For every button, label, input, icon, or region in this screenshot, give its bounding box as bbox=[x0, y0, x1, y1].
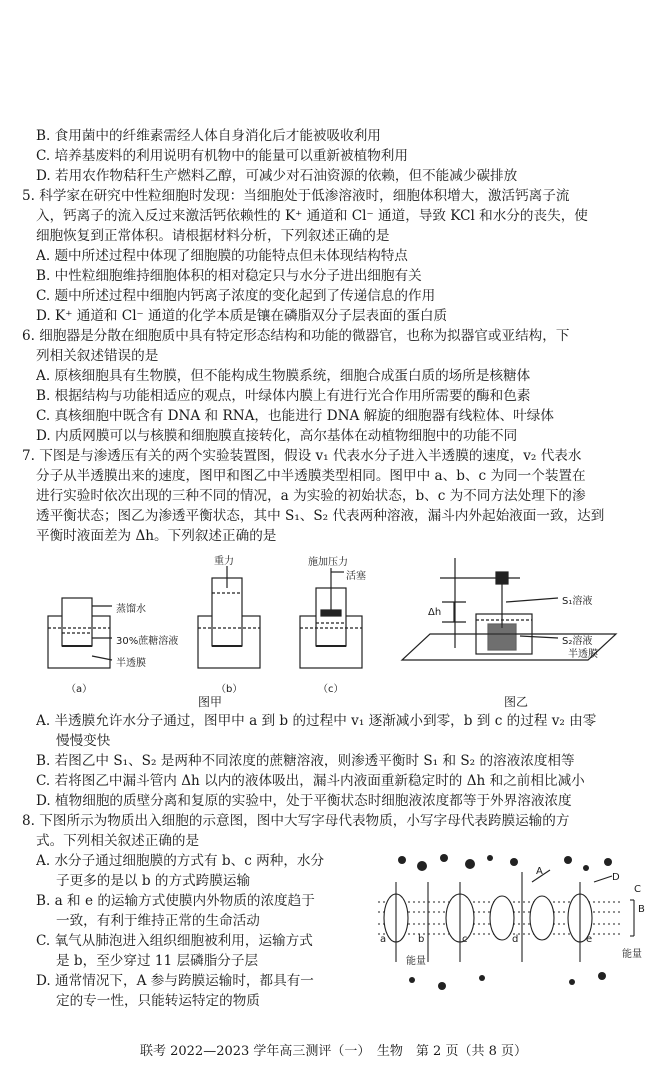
label-delta-h: Δh bbox=[428, 607, 442, 618]
label-fig-c: （c） bbox=[318, 684, 344, 695]
q7-option-b: B. 若图乙中 S₁、S₂ 是两种不同浓度的蔗糖溶液，则渗透平衡时 S₁ 和 S₂ 的溶液浓度相等 bbox=[36, 753, 575, 769]
q8-option-c-1: C. 氧气从肺泡进入组织细胞被利用，运输方式 bbox=[36, 933, 313, 949]
q8-option-a-2: 子更多的是以 b 的方式跨膜运输 bbox=[56, 873, 251, 889]
q6-option-a: A. 原核细胞具有生物膜，但不能构成生物膜系统，细胞合成蛋白质的场所是核糖体 bbox=[36, 368, 531, 384]
label-distilled-water: 蒸馏水 bbox=[116, 604, 146, 615]
q8-option-b-2: 一致，有利于维持正常的生命活动 bbox=[56, 913, 260, 929]
q5-stem-1: 5. 科学家在研究中性粒细胞时发现：当细胞处于低渗溶液时，细胞体积增大，激活钙离子流 bbox=[22, 188, 570, 204]
q7-stem-3: 进行实验时依次出现的三种不同的情况，a 为实验的初始状态，b、c 为不同方法处理下的渗 bbox=[36, 488, 586, 504]
q8-stem-2: 式。下列相关叙述正确的是 bbox=[36, 833, 200, 849]
q7-option-a-2: 慢慢变快 bbox=[56, 733, 111, 749]
q5-option-d: D. K⁺ 通道和 Cl⁻ 通道的化学本质是镶在磷脂双分子层表面的蛋白质 bbox=[36, 308, 448, 324]
label-sucrose: 30%蔗糖溶液 bbox=[116, 636, 179, 647]
q8-option-d-1: D. 通常情况下，A 参与跨膜运输时，都具有一 bbox=[36, 973, 314, 989]
label-membrane: 半透膜 bbox=[116, 658, 146, 669]
caption-yi: 图乙 bbox=[504, 695, 529, 709]
q8-option-b-1: B. a 和 e 的运输方式使膜内外物质的浓度趋于 bbox=[36, 893, 315, 909]
q5-option-b: B. 中性粒细胞维持细胞体积的相对稳定只与水分子进出细胞有关 bbox=[36, 268, 422, 284]
label-s2: S₂溶液 bbox=[562, 636, 593, 647]
fig8-label-D: D bbox=[612, 872, 620, 883]
label-s1: S₁溶液 bbox=[562, 596, 593, 607]
fig8-label-d: d bbox=[512, 934, 519, 945]
q7-stem-5: 平衡时液面差为 Δh。下列叙述正确的是 bbox=[36, 528, 277, 544]
q5-stem-2: 入，钙离子的流入反过来激活钙依赖性的 K⁺ 通道和 Cl⁻ 通道，导致 KCl 和水分的丧失，使 bbox=[36, 208, 588, 224]
q7-stem-1: 7. 下图是与渗透压有关的两个实验装置图，假设 v₁ 代表水分子进入半透膜的速度，v₂ 代表水 bbox=[22, 448, 582, 464]
label-s2-membrane: 半透膜 bbox=[568, 649, 598, 660]
q8-stem-1: 8. 下图所示为物质出入细胞的示意图，图中大写字母代表物质，小写字母代表跨膜运输的方 bbox=[22, 813, 570, 829]
fig8-label-c: c bbox=[462, 934, 468, 945]
q5-option-a: A. 题中所述过程中体现了细胞膜的功能特点但未体现结构特点 bbox=[36, 248, 408, 264]
q8-option-c-2: 是 b，至少穿过 11 层磷脂分子层 bbox=[56, 953, 259, 969]
q6-option-d: D. 内质网膜可以与核膜和细胞膜直接转化，高尔基体在动植物细胞中的功能不同 bbox=[36, 428, 518, 444]
fig8-label-a: a bbox=[380, 934, 387, 945]
page-footer: 联考 2022—2023 学年高三测评（一） 生物 第 2 页（共 8 页） bbox=[139, 1044, 527, 1059]
q6-stem-1: 6. 细胞器是分散在细胞质中具有特定形态结构和功能的微器官，也称为拟器官或亚结构，下 bbox=[22, 328, 570, 344]
q7-option-a-1: A. 半透膜允许水分子通过，图甲中 a 到 b 的过程中 v₁ 逐渐减小到零，b 到 c 的过程 v₂ 由零 bbox=[36, 713, 597, 729]
label-piston: 活塞 bbox=[346, 571, 366, 582]
q6-stem-2: 列相关叙述错误的是 bbox=[36, 348, 159, 364]
q5-stem-3: 细胞恢复到正常体积。请根据材料分析，下列叙述正确的是 bbox=[36, 228, 390, 244]
q7-option-c: C. 若将图乙中漏斗管内 Δh 以内的液体吸出，漏斗内液面重新稳定时的 Δh 和之前相比减小 bbox=[36, 773, 585, 789]
label-fig-a: （a） bbox=[66, 684, 93, 695]
q8-option-a-1: A. 水分子通过细胞膜的方式有 b、c 两种，水分 bbox=[36, 853, 325, 869]
fig8-label-A: A bbox=[536, 866, 543, 877]
line-q4-d: D. 若用农作物秸秆生产燃料乙醇，可减少对石油资源的依赖，但不能减少碳排放 bbox=[36, 168, 518, 184]
fig8-label-B: B bbox=[638, 904, 645, 915]
label-pressure: 施加压力 bbox=[308, 557, 348, 568]
q6-option-c: C. 真核细胞中既含有 DNA 和 RNA，也能进行 DNA 解旋的细胞器有线粒体、叶绿体 bbox=[36, 408, 554, 424]
line-q4-c: C. 培养基废料的利用说明有机物中的能量可以重新被植物利用 bbox=[36, 148, 408, 164]
fig8-energy-left: 能量 bbox=[406, 956, 426, 967]
q7-stem-2: 分子从半透膜出来的速度，图甲和图乙中半透膜类型相同。图甲中 a、b、c 为同一个装置在 bbox=[36, 468, 586, 484]
q7-stem-4: 透平衡状态；图乙为渗透平衡状态，其中 S₁、S₂ 代表两种溶液，漏斗内外起始液面一致，达到 bbox=[36, 508, 605, 524]
membrane-transport-figure bbox=[372, 852, 652, 1012]
label-gravity: 重力 bbox=[214, 556, 234, 567]
fig8-label-b: b bbox=[418, 934, 425, 945]
q7-option-d: D. 植物细胞的质壁分离和复原的实验中，处于平衡状态时细胞液浓度都等于外界溶液浓度 bbox=[36, 793, 572, 809]
fig8-energy-right: 能量 bbox=[622, 949, 642, 960]
fig8-label-e: e bbox=[586, 934, 593, 945]
q6-option-b: B. 根据结构与功能相适应的观点，叶绿体内膜上有进行光合作用所需要的酶和色素 bbox=[36, 388, 531, 404]
line-q4-b: B. 食用菌中的纤维素需经人体自身消化后才能被吸收利用 bbox=[36, 128, 381, 144]
q8-option-d-2: 定的专一性，只能转运特定的物质 bbox=[56, 993, 260, 1009]
label-fig-b: （b） bbox=[216, 684, 243, 695]
q5-option-c: C. 题中所述过程中细胞内钙离子浓度的变化起到了传递信息的作用 bbox=[36, 288, 436, 304]
caption-jia: 图甲 bbox=[198, 695, 223, 709]
fig8-label-C: C bbox=[634, 884, 641, 895]
